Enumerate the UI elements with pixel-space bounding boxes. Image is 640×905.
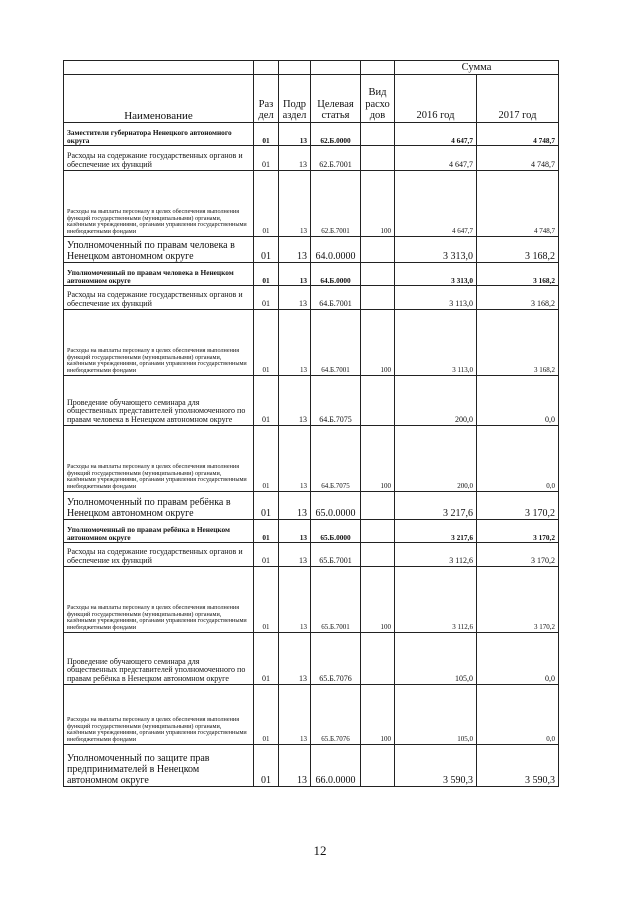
row-target: 64.Б.0000 (311, 263, 361, 286)
table-row (64, 171, 559, 237)
row-razdel: 01 (254, 286, 279, 310)
row-2017: 0,0 (477, 633, 559, 685)
row-vid: 100 (361, 685, 395, 745)
row-podrazdel: 13 (279, 263, 311, 286)
row-razdel: 01 (254, 685, 279, 745)
row-target: 64.Б.7075 (311, 376, 361, 426)
row-2016: 3 313,0 (395, 263, 477, 286)
row-2016: 3 217,6 (395, 492, 477, 520)
row-target: 62.Б.0000 (311, 123, 361, 146)
row-2017: 3 170,2 (477, 520, 559, 543)
table-row (64, 633, 559, 685)
row-2017: 0,0 (477, 685, 559, 745)
row-2017: 3 170,2 (477, 492, 559, 520)
row-2016: 3 113,0 (395, 310, 477, 376)
row-name: Расходы на выплаты персоналу в целях обеспечения выполнения функций государственными (муниципальными) органами, казёнными учреждениями, органами управления государственными внебюджетными фондами (64, 310, 254, 376)
row-name: Расходы на содержание государственных органов и обеспечение их функций (64, 543, 254, 567)
row-2016: 3 112,6 (395, 567, 477, 633)
row-target: 64.Б.7001 (311, 310, 361, 376)
row-vid (361, 543, 395, 567)
table-row (64, 263, 559, 286)
header-name: Наименование (64, 75, 254, 123)
row-name: Расходы на выплаты персоналу в целях обеспечения выполнения функций государственными (муниципальными) органами, казёнными учреждениями, органами управления государственными внебюджетными фондами (64, 685, 254, 745)
page-number: 12 (313, 843, 327, 858)
row-name: Уполномоченный по защите прав предпринимателей в Ненецком автономном округе (64, 745, 254, 787)
row-2017: 3 170,2 (477, 567, 559, 633)
row-podrazdel: 13 (279, 146, 311, 171)
row-name: Уполномоченный по правам человека в Ненецком автономном округе (64, 237, 254, 263)
row-name: Уполномоченный по правам человека в Ненецком автономном округе (64, 263, 254, 286)
table-row (64, 567, 559, 633)
row-target: 65.Б.7001 (311, 543, 361, 567)
row-vid (361, 633, 395, 685)
row-target: 66.0.0000 (311, 745, 361, 787)
row-vid: 100 (361, 426, 395, 492)
table-row (64, 745, 559, 787)
row-podrazdel: 13 (279, 567, 311, 633)
row-razdel: 01 (254, 426, 279, 492)
table-row (64, 543, 559, 567)
row-target: 62.Б.7001 (311, 146, 361, 171)
header-target: Целевая статья (311, 75, 361, 123)
row-podrazdel: 13 (279, 745, 311, 787)
row-vid (361, 745, 395, 787)
row-2017: 3 168,2 (477, 310, 559, 376)
row-target: 64.Б.7001 (311, 286, 361, 310)
row-razdel: 01 (254, 263, 279, 286)
row-podrazdel: 13 (279, 520, 311, 543)
table-row (64, 237, 559, 263)
row-razdel: 01 (254, 310, 279, 376)
table-row (64, 146, 559, 171)
row-target: 64.Б.7075 (311, 426, 361, 492)
row-vid (361, 492, 395, 520)
row-2016: 200,0 (395, 426, 477, 492)
table-row (64, 685, 559, 745)
row-2016: 105,0 (395, 685, 477, 745)
row-vid (361, 123, 395, 146)
table-row (64, 492, 559, 520)
row-vid (361, 376, 395, 426)
header-row-top (64, 61, 559, 75)
header-row (64, 75, 559, 123)
row-podrazdel: 13 (279, 426, 311, 492)
row-2016: 200,0 (395, 376, 477, 426)
row-2016: 4 647,7 (395, 146, 477, 171)
row-podrazdel: 13 (279, 376, 311, 426)
row-vid: 100 (361, 171, 395, 237)
row-name: Проведение обучающего семинара для общественных представителей уполномоченного по правам ребёнка в Ненецком автономном округе (64, 633, 254, 685)
row-2016: 3 313,0 (395, 237, 477, 263)
row-target: 65.0.0000 (311, 492, 361, 520)
row-target: 65.Б.7076 (311, 685, 361, 745)
row-razdel: 01 (254, 237, 279, 263)
row-podrazdel: 13 (279, 237, 311, 263)
table-row (64, 123, 559, 146)
table-row (64, 310, 559, 376)
table-row (64, 520, 559, 543)
row-razdel: 01 (254, 376, 279, 426)
row-2016: 4 647,7 (395, 171, 477, 237)
row-vid (361, 520, 395, 543)
row-2017: 3 168,2 (477, 237, 559, 263)
row-2017: 4 748,7 (477, 146, 559, 171)
header-podrazdel: Подр аздел (279, 75, 311, 123)
row-podrazdel: 13 (279, 123, 311, 146)
header-spacer-name (64, 61, 254, 75)
row-podrazdel: 13 (279, 492, 311, 520)
row-2016: 3 217,6 (395, 520, 477, 543)
row-2017: 4 748,7 (477, 171, 559, 237)
row-name: Проведение обучающего семинара для общественных представителей уполномоченного по правам человека в Ненецком автономном округе (64, 376, 254, 426)
row-name: Расходы на содержание государственных органов и обеспечение их функций (64, 286, 254, 310)
row-2016: 4 647,7 (395, 123, 477, 146)
row-vid (361, 286, 395, 310)
row-2017: 0,0 (477, 376, 559, 426)
header-sum: Сумма (395, 61, 559, 75)
row-razdel: 01 (254, 543, 279, 567)
row-name: Уполномоченный по правам ребёнка в Ненецком автономном округе (64, 520, 254, 543)
row-2017: 3 590,3 (477, 745, 559, 787)
row-razdel: 01 (254, 745, 279, 787)
row-razdel: 01 (254, 171, 279, 237)
table-row (64, 286, 559, 310)
header-2017: 2017 год (477, 75, 559, 123)
row-razdel: 01 (254, 492, 279, 520)
header-razdel: Раз дел (254, 75, 279, 123)
row-razdel: 01 (254, 567, 279, 633)
table-row (64, 426, 559, 492)
row-target: 62.Б.7001 (311, 171, 361, 237)
row-name: Расходы на выплаты персоналу в целях обеспечения выполнения функций государственными (муниципальными) органами, казёнными учреждениями, органами управления государственными внебюджетными фондами (64, 567, 254, 633)
row-podrazdel: 13 (279, 310, 311, 376)
row-podrazdel: 13 (279, 171, 311, 237)
header-2016: 2016 год (395, 75, 477, 123)
row-razdel: 01 (254, 520, 279, 543)
row-podrazdel: 13 (279, 685, 311, 745)
row-name: Расходы на выплаты персоналу в целях обеспечения выполнения функций государственными (муниципальными) органами, казёнными учреждениями, органами управления государственными внебюджетными фондами (64, 426, 254, 492)
budget-table (63, 60, 559, 787)
row-target: 65.Б.7001 (311, 567, 361, 633)
row-name: Расходы на содержание государственных органов и обеспечение их функций (64, 146, 254, 171)
row-razdel: 01 (254, 633, 279, 685)
row-vid (361, 237, 395, 263)
row-target: 65.Б.0000 (311, 520, 361, 543)
header-spacer-podrazdel (279, 61, 311, 75)
row-2016: 105,0 (395, 633, 477, 685)
row-2017: 0,0 (477, 426, 559, 492)
row-2017: 3 170,2 (477, 543, 559, 567)
header-spacer-vid (361, 61, 395, 75)
row-podrazdel: 13 (279, 543, 311, 567)
row-2016: 3 590,3 (395, 745, 477, 787)
row-2017: 3 168,2 (477, 263, 559, 286)
row-vid (361, 263, 395, 286)
row-podrazdel: 13 (279, 633, 311, 685)
row-podrazdel: 13 (279, 286, 311, 310)
header-vid: Вид расхо дов (361, 75, 395, 123)
row-2016: 3 112,6 (395, 543, 477, 567)
table-row (64, 376, 559, 426)
row-vid (361, 146, 395, 171)
row-vid: 100 (361, 567, 395, 633)
row-target: 64.0.0000 (311, 237, 361, 263)
header-spacer-razdel (254, 61, 279, 75)
row-2017: 4 748,7 (477, 123, 559, 146)
row-target: 65.Б.7076 (311, 633, 361, 685)
row-2016: 3 113,0 (395, 286, 477, 310)
header-spacer-target (311, 61, 361, 75)
row-razdel: 01 (254, 146, 279, 171)
row-razdel: 01 (254, 123, 279, 146)
row-2017: 3 168,2 (477, 286, 559, 310)
row-name: Заместители губернатора Ненецкого автономного округа (64, 123, 254, 146)
row-name: Расходы на выплаты персоналу в целях обеспечения выполнения функций государственными (муниципальными) органами, казёнными учреждениями, органами управления государственными внебюджетными фондами (64, 171, 254, 237)
row-name: Уполномоченный по правам ребёнка в Ненецком автономном округе (64, 492, 254, 520)
row-vid: 100 (361, 310, 395, 376)
